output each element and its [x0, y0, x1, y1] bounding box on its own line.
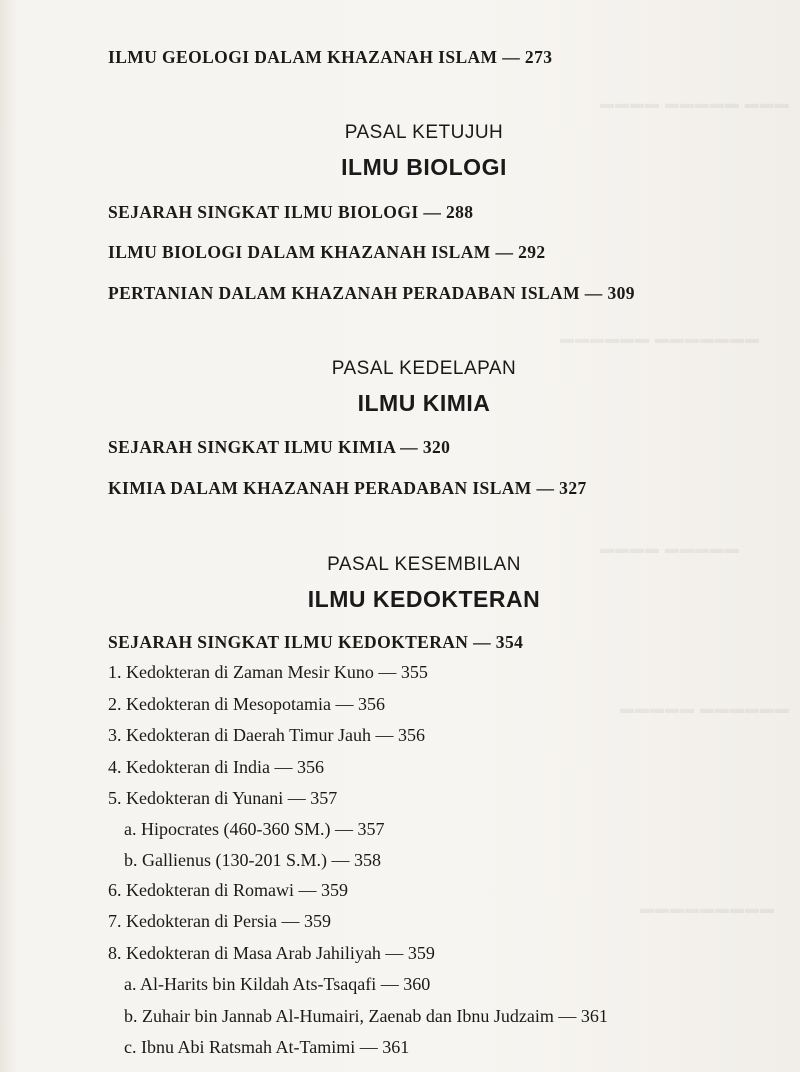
toc-entry-geologi-islam: ILMU GEOLOGI DALAM KHAZANAH ISLAM — 273 — [108, 47, 553, 67]
toc-subitem: 3. Kedokteran di Daerah Timur Jauh — 356 — [108, 725, 425, 745]
toc-subitem: 2. Kedokteran di Mesopotamia — 356 — [108, 694, 385, 714]
toc-subsubitem: a. Al-Harits bin Kildah Ats-Tsaqafi — 360 — [124, 974, 431, 994]
show-through-1: ▬▬▬▬ ▬▬▬▬▬ ▬▬▬ — [600, 95, 790, 111]
toc-subsubitem: c. Ibnu Abi Ratsmah At-Tamimi — 361 — [124, 1037, 410, 1057]
chapter-9-title: ILMU KEDOKTERAN — [307, 586, 541, 612]
toc-subitem: 4. Kedokteran di India — 356 — [108, 757, 324, 777]
chapter-7-title: ILMU BIOLOGI — [341, 154, 507, 180]
chapter-8-label: PASAL KEDELAPAN — [331, 358, 517, 379]
show-through-4: ▬▬▬▬▬ ▬▬▬▬▬▬ — [620, 700, 790, 716]
toc-entry-biologi-islam: ILMU BIOLOGI DALAM KHAZANAH ISLAM — 292 — [108, 242, 546, 262]
toc-subsubitem: a. Hipocrates (460-360 SM.) — 357 — [124, 819, 385, 839]
toc-entry-kimia-sejarah: SEJARAH SINGKAT ILMU KIMIA — 320 — [108, 437, 451, 457]
toc-subitem: 8. Kedokteran di Masa Arab Jahiliyah — 359 — [108, 943, 435, 963]
toc-subitem: 7. Kedokteran di Persia — 359 — [108, 911, 331, 931]
toc-entry-biologi-sejarah: SEJARAH SINGKAT ILMU BIOLOGI — 288 — [108, 202, 474, 222]
chapter-7-label: PASAL KETUJUH — [344, 122, 504, 143]
toc-entry-kimia-islam: KIMIA DALAM KHAZANAH PERADABAN ISLAM — 327 — [108, 478, 587, 498]
show-through-5: ▬▬▬▬▬▬▬▬▬ — [640, 900, 775, 916]
toc-subitem: 5. Kedokteran di Yunani — 357 — [108, 788, 338, 808]
chapter-9-label: PASAL KESEMBILAN — [327, 554, 521, 575]
toc-subitem: 6. Kedokteran di Romawi — 359 — [108, 880, 348, 900]
toc-entry-pertanian: PERTANIAN DALAM KHAZANAH PERADABAN ISLAM — 309 — [108, 283, 635, 303]
toc-entry-kedokteran-sejarah: SEJARAH SINGKAT ILMU KEDOKTERAN — 354 — [108, 632, 524, 652]
toc-subitem: 1. Kedokteran di Zaman Mesir Kuno — 355 — [108, 662, 428, 682]
toc-subsubitem: b. Gallienus (130-201 S.M.) — 358 — [124, 850, 381, 870]
show-through-3: ▬▬▬▬ ▬▬▬▬▬ — [600, 540, 740, 556]
show-through-2: ▬▬▬▬▬▬ ▬▬▬▬▬▬▬ — [560, 330, 760, 346]
toc-subsubitem: b. Zuhair bin Jannab Al-Humairi, Zaenab dan Ibnu Judzaim — 361 — [124, 1006, 608, 1026]
chapter-8-title: ILMU KIMIA — [357, 390, 491, 416]
